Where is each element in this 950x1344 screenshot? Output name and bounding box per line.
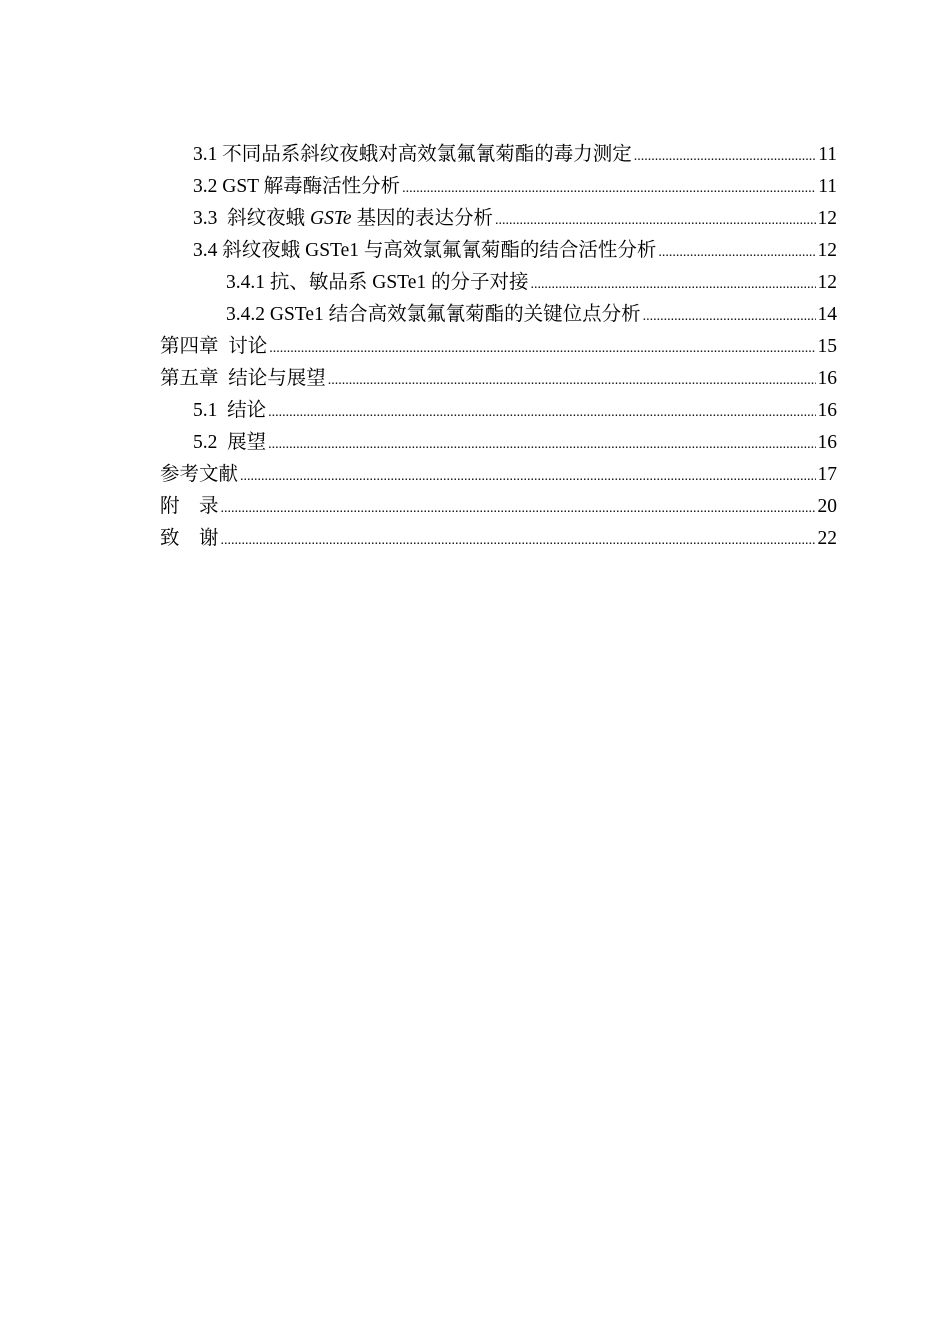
toc-entry[interactable] (160, 171, 837, 203)
toc-entry[interactable] (160, 363, 837, 395)
toc-entry[interactable] (160, 459, 837, 491)
toc-entry[interactable] (160, 395, 837, 427)
toc-entry-page: 12 (817, 208, 837, 229)
toc-leader-dots (268, 429, 815, 461)
toc-entry[interactable] (160, 267, 837, 299)
toc-entry-page: 20 (817, 496, 837, 517)
toc-entry[interactable] (160, 139, 837, 171)
toc-leader-dots (268, 397, 815, 429)
toc-entry-page: 11 (818, 176, 837, 197)
toc-entry-page: 15 (817, 336, 837, 357)
toc-leader-dots (495, 205, 816, 237)
toc-entry[interactable] (160, 235, 837, 267)
toc-entry-title: 第五章 结论与展望 (160, 368, 326, 389)
toc-leader-dots (221, 493, 816, 525)
toc-leader-dots (634, 141, 816, 173)
toc-entry-page: 22 (817, 528, 837, 549)
toc-entry-title: 附 录 (160, 496, 219, 517)
toc-entry-page: 16 (817, 368, 837, 389)
toc-leader-dots (643, 301, 816, 333)
toc-leader-dots (531, 269, 816, 301)
toc-entry-title-prefix: 3.3 斜纹夜蛾 (193, 208, 311, 229)
toc-leader-dots (402, 173, 816, 205)
toc-entry-page: 12 (817, 240, 837, 261)
toc-leader-dots (269, 333, 815, 365)
toc-entry[interactable] (160, 523, 837, 555)
toc-entry-title: 致 谢 (160, 528, 219, 549)
toc-entry-page: 12 (817, 272, 837, 293)
toc-entry-title: 3.4.2 GSTe1 结合高效氯氟氰菊酯的关键位点分析 (226, 304, 641, 325)
toc-entry-title: 参考文献 (160, 464, 239, 485)
toc-leader-dots (240, 461, 815, 493)
toc-entry-title: 3.4 斜纹夜蛾 GSTe1 与高效氯氟氰菊酯的结合活性分析 (193, 240, 657, 261)
toc-entry-page: 16 (817, 432, 837, 453)
toc-entry-page: 17 (817, 464, 837, 485)
toc-entry-title: 5.2 展望 (193, 432, 267, 453)
toc-entry-page: 11 (818, 144, 837, 165)
toc-entry[interactable] (160, 331, 837, 363)
toc-entry-title-gene: GSTe (310, 208, 352, 229)
table-of-contents (160, 139, 837, 555)
toc-entry-page: 14 (817, 304, 837, 325)
toc-entry-title: 5.1 结论 (193, 400, 267, 421)
toc-entry[interactable] (160, 491, 837, 523)
toc-entry-title-suffix: 基因的表达分析 (351, 208, 493, 229)
toc-leader-dots (221, 525, 816, 557)
toc-entry-title (193, 203, 493, 235)
toc-entry[interactable] (160, 427, 837, 459)
toc-entry[interactable] (160, 203, 837, 235)
toc-entry-page: 16 (817, 400, 837, 421)
toc-entry[interactable] (160, 299, 837, 331)
toc-entry-title: 3.1 不同品系斜纹夜蛾对高效氯氟氰菊酯的毒力测定 (193, 144, 632, 165)
toc-entry-title: 第四章 讨论 (160, 336, 268, 357)
toc-leader-dots (658, 237, 815, 269)
toc-leader-dots (328, 365, 816, 397)
toc-entry-title: 3.2 GST 解毒酶活性分析 (193, 176, 401, 197)
toc-entry-title: 3.4.1 抗、敏品系 GSTe1 的分子对接 (226, 272, 529, 293)
